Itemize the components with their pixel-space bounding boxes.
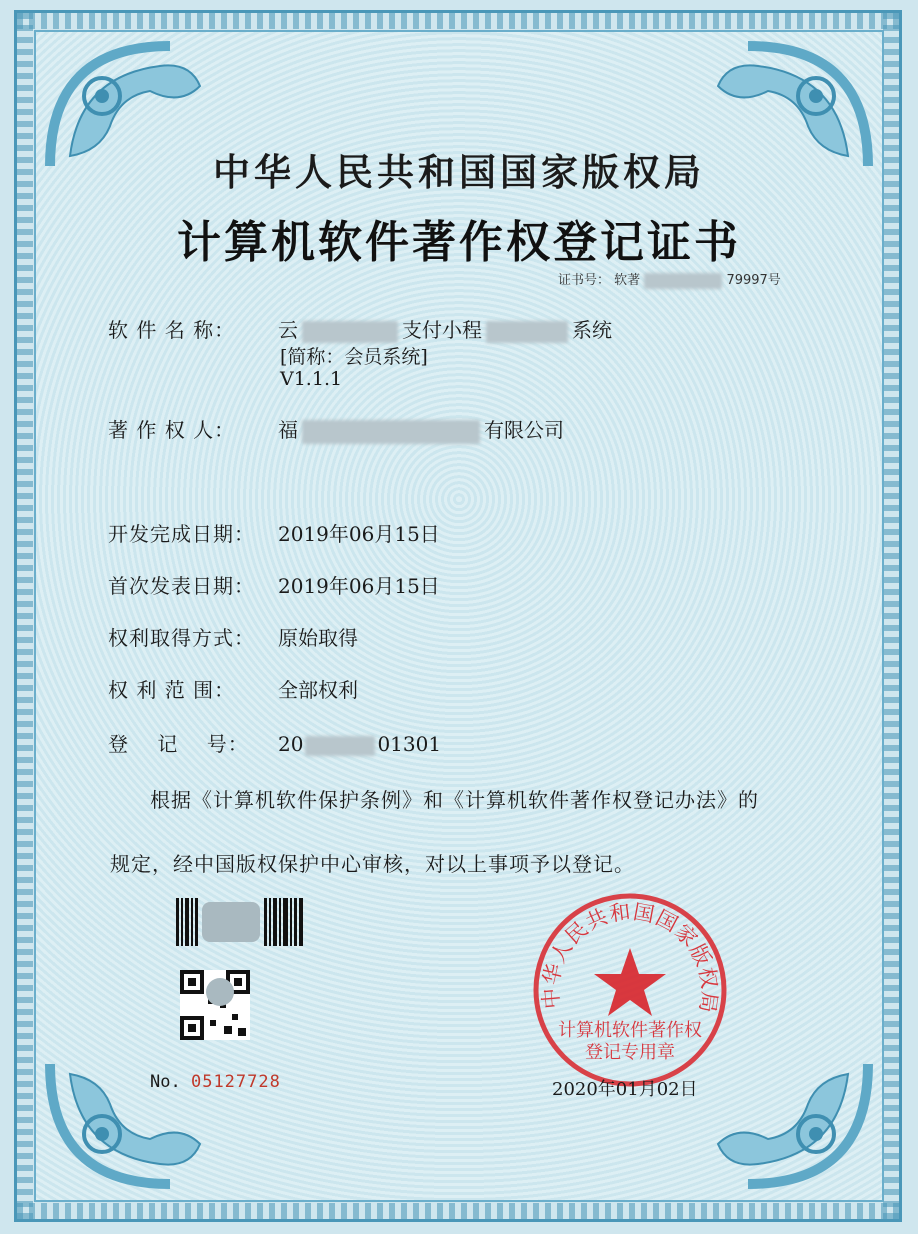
pub-date-value: 2019年06月15日	[278, 574, 440, 598]
software-short-name: [简称：会员系统]	[280, 346, 428, 368]
cert-no-suffix: 79997号	[726, 273, 781, 288]
svg-text:登记专用章: 登记专用章	[585, 1042, 675, 1063]
qr-code-icon	[180, 970, 250, 1040]
scope-row	[108, 674, 358, 703]
serial-prefix: No.	[150, 1072, 181, 1092]
redacted-block	[644, 273, 722, 289]
acquire-value: 原始取得	[278, 626, 358, 650]
software-name-start: 云	[278, 318, 298, 342]
redacted-block	[302, 321, 398, 343]
software-name-label: 软 件 名 称：	[108, 318, 236, 342]
svg-text:中华人民共和国国家版权局: 中华人民共和国国家版权局	[538, 899, 722, 1016]
serial-number	[150, 1072, 281, 1092]
redacted-block	[486, 321, 568, 343]
redacted-block	[305, 736, 375, 756]
scope-value: 全部权利	[278, 678, 358, 702]
official-seal-icon	[530, 890, 730, 1090]
issue-date: 2020年01月02日	[552, 1079, 698, 1100]
reg-no-end: 01301	[377, 732, 442, 756]
barcode-icon	[176, 898, 306, 946]
software-name-row	[108, 314, 612, 343]
software-version: V1.1.1	[280, 368, 343, 390]
reg-no-start: 20	[278, 732, 304, 756]
acquire-row	[108, 622, 358, 651]
redacted-block	[302, 420, 480, 444]
software-name-end: 系统	[572, 318, 612, 342]
dev-date-label: 开发完成日期：	[108, 522, 255, 546]
statement-line-2: 规定，经中国版权保护中心审核，对以上事项予以登记。	[110, 852, 635, 876]
cert-no-prefix: 软著	[614, 273, 641, 288]
serial-value: 05127728	[190, 1072, 281, 1092]
acquire-label: 权利取得方式：	[108, 626, 255, 650]
certificate-title: 计算机软件著作权登记证书	[177, 217, 741, 268]
owner-start: 福	[278, 418, 298, 442]
statement	[110, 768, 810, 896]
reg-no-label: 登 记 号：	[108, 732, 249, 756]
cert-no-label: 证书号：	[558, 273, 611, 288]
pub-date-row	[108, 570, 440, 599]
statement-line-1: 根据《计算机软件保护条例》和《计算机软件著作权登记办法》的	[150, 788, 759, 812]
dev-date-value: 2019年06月15日	[278, 522, 440, 546]
scope-label: 权 利 范 围：	[108, 678, 236, 702]
software-name-mid: 支付小程	[402, 318, 482, 342]
certificate-number	[558, 269, 781, 289]
issuer-title: 中华人民共和国国家版权局	[213, 150, 705, 194]
svg-text:计算机软件著作权: 计算机软件著作权	[558, 1020, 702, 1041]
reg-no-row	[108, 728, 441, 757]
owner-label: 著 作 权 人：	[108, 418, 236, 442]
dev-date-row	[108, 518, 440, 547]
owner-row	[108, 414, 564, 444]
owner-end: 有限公司	[484, 418, 564, 442]
pub-date-label: 首次发表日期：	[108, 574, 255, 598]
